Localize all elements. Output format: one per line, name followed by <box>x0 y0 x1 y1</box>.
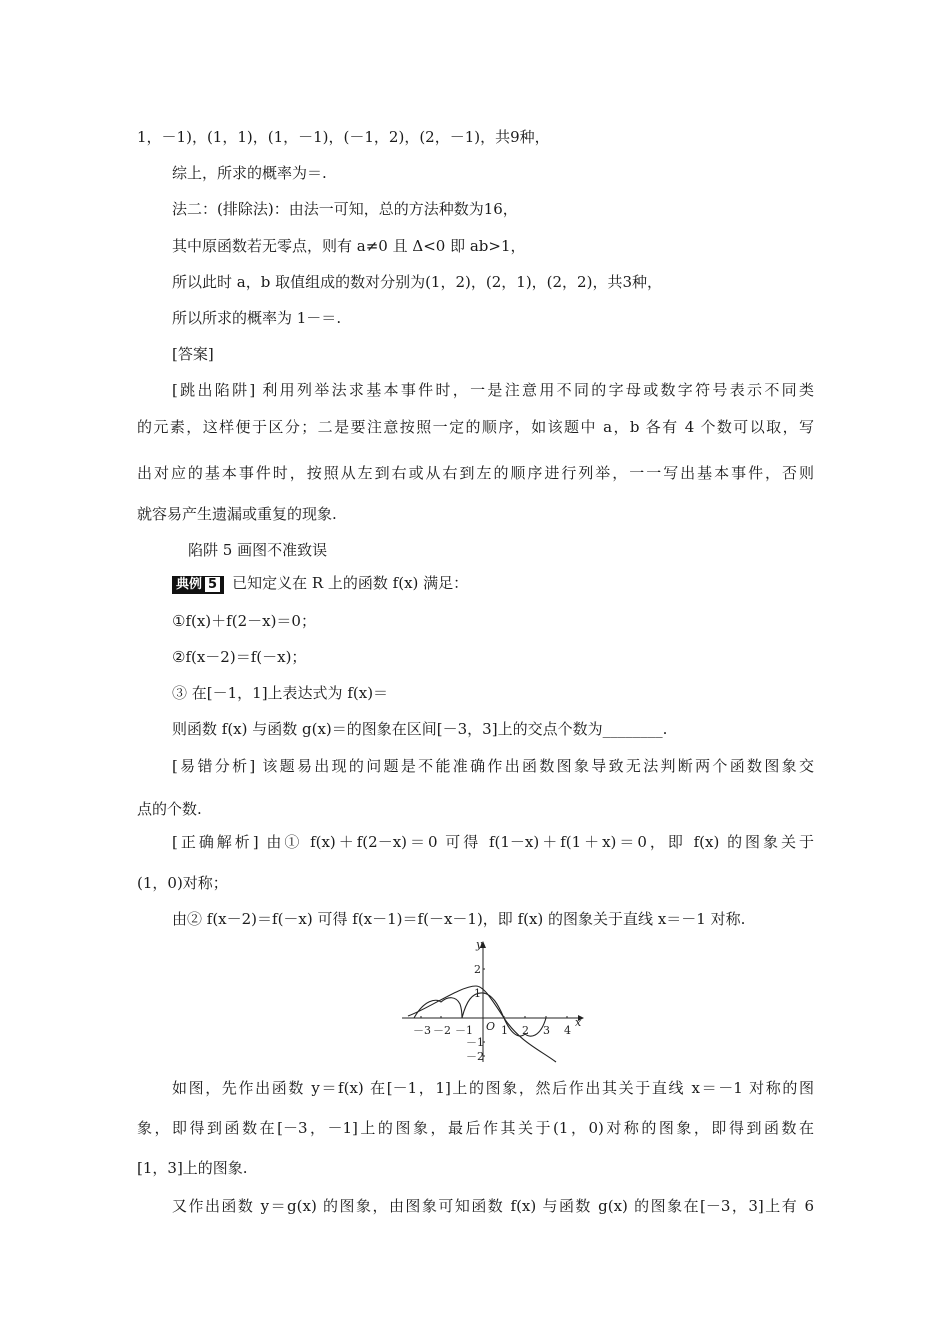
x-tick-label: 1 <box>501 1024 508 1037</box>
text-line-1: 1，－1)，(1，1)，(1，－1)，(－1，2)，(2，－1)，共9种， <box>137 128 550 146</box>
solution-line-2: (1，0)对称； <box>137 874 228 892</box>
example-line <box>172 573 468 594</box>
trap-tip-line-3: 出对应的基本事件时，按照从左到右或从右到左的顺序进行列举，一一写出基本事件，否则 <box>137 464 814 482</box>
text-line-6: 所以所求的概率为 1－＝. <box>172 309 342 327</box>
explanation-line-1: 如图，先作出函数 y＝f(x) 在[－1，1]上的图象，然后作出其关于直线 x＝－1 对称的图 <box>172 1079 814 1097</box>
y-tick-label: －1 <box>466 1036 484 1049</box>
text-line-5: 所以此时 a，b 取值组成的数对分别为(1，2)，(2，1)，(2，2)，共3种， <box>172 273 663 291</box>
x-tick-label: －1 <box>455 1024 473 1037</box>
y-tick-label: 2 <box>474 963 481 976</box>
function-graph-figure <box>400 938 590 1066</box>
text-line-2: 综上，所求的概率为＝. <box>172 164 327 182</box>
x-axis-label: x <box>575 1016 582 1029</box>
solution-line-3: 由② f(x－2)＝f(－x) 可得 f(x－1)＝f(－x－1)，即 f(x) 的图象关于直线 x＝－1 对称. <box>172 910 746 928</box>
x-tick-label: 4 <box>564 1024 571 1037</box>
section-heading: 陷阱 5 画图不准致误 <box>188 541 328 559</box>
example-badge: 典例 5 <box>172 576 224 594</box>
x-tick-label: －3 <box>413 1024 431 1037</box>
explanation-line-3: [1，3]上的图象. <box>137 1159 248 1177</box>
question-line: 则函数 f(x) 与函数 g(x)＝的图象在区间[－3，3]上的交点个数为________. <box>172 720 668 738</box>
explanation-line-2: 象，即得到函数在[－3，－1]上的图象，最后作其关于(1，0)对称的图象，即得到函数在 <box>137 1119 814 1137</box>
y-tick-label: －2 <box>466 1050 484 1063</box>
condition-3: ③ 在[－1，1]上表达式为 f(x)＝ <box>172 684 389 702</box>
text-line-4: 其中原函数若无零点，则有 a≠0 且 Δ<0 即 ab>1， <box>172 237 526 255</box>
trap-tip-line-1: [跳出陷阱] 利用列举法求基本事件时，一是注意用不同的字母或数字符号表示不同类 <box>172 381 814 399</box>
y-tick-label: 1 <box>474 987 481 1000</box>
error-analysis-line-2: 点的个数. <box>137 800 202 818</box>
solution-line-1: [正确解析] 由① f(x)＋f(2－x)＝0 可得 f(1－x)＋f(1＋x)＝0，即 f(x) 的图象关于 <box>172 833 814 851</box>
answer-label: [答案] <box>172 345 214 363</box>
y-axis-label: y <box>476 938 483 951</box>
example-statement: 已知定义在 R 上的函数 f(x) 满足： <box>232 574 469 592</box>
conclusion-line: 又作出函数 y＝g(x) 的图象，由图象可知函数 f(x) 与函数 g(x) 的图象在[－3，3]上有 6 <box>172 1197 814 1215</box>
x-tick-label: 3 <box>543 1024 550 1037</box>
x-tick-label: 2 <box>522 1024 529 1037</box>
text-line-3: 法二：(排除法)：由法一可知，总的方法种数为16， <box>172 200 518 218</box>
trap-tip-line-4: 就容易产生遗漏或重复的现象. <box>137 505 337 523</box>
condition-1: ①f(x)＋f(2－x)＝0； <box>172 612 316 630</box>
error-analysis-line-1: [易错分析] 该题易出现的问题是不能准确作出函数图象导致无法判断两个函数图象交 <box>172 757 814 775</box>
condition-2: ②f(x－2)＝f(－x)； <box>172 648 307 666</box>
trap-tip-line-2: 的元素，这样便于区分；二是要注意按照一定的顺序，如该题中 a，b 各有 4 个数可以取，写 <box>137 418 814 436</box>
x-tick-label: －2 <box>433 1024 451 1037</box>
origin-label: O <box>486 1020 496 1033</box>
